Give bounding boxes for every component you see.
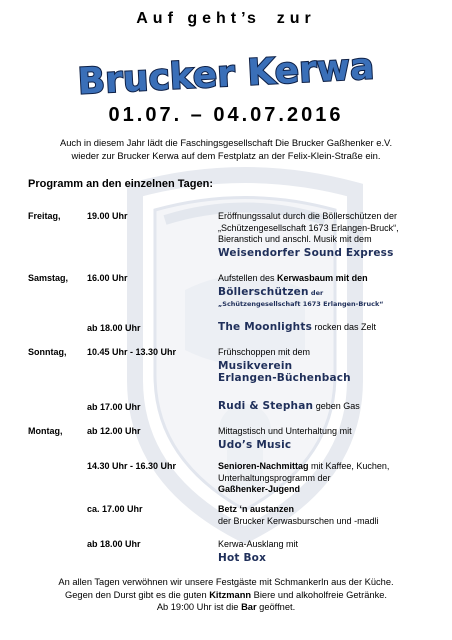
time-friday-1: 19.00 Uhr [87, 211, 128, 221]
event-dates: 01.07. – 04.07.2016 [108, 104, 344, 126]
day-saturday: Samstag, [28, 273, 69, 283]
time-monday-3: ca. 17.00 Uhr [87, 504, 143, 514]
program-heading: Programm an den einzelnen Tagen: [28, 178, 213, 190]
headline-top: Auf geht’s zur [136, 10, 316, 27]
event-friday-1: Eröffnungssalut durch die Böllerschützen der „Schützengesellschaft 1673 Erlangen-Bruck“, Bieranstich und anschl. Musik mit dem Weisendorfer Sound Express [218, 211, 399, 259]
day-monday: Montag, [28, 426, 63, 436]
event-sunday-2: Rudi & Stephan geben Gas [218, 400, 360, 412]
svg-text:Brucker Kerwa: Brucker Kerwa [76, 46, 376, 103]
intro-text: Auch in diesem Jahr lädt die Faschingsgesellschaft Die Brucker Gaßhenker e.V. wieder zur Brucker Kerwa auf dem Festplatz an der Felix-Klein-Straße ein. [59, 137, 393, 161]
event-title [66, 44, 386, 106]
event-monday-4: Kerwa-Ausklang mit Hot Box [218, 539, 299, 564]
event-sunday-1: Frühschoppen mit dem Musikverein Erlangen-Büchenbach [218, 347, 351, 384]
event-saturday-1: Aufstellen des Kerwasbaum mit den Böllerschützen der „Schützengesellschaft 1673 Erlangen-Bruck“ [218, 273, 384, 308]
time-saturday-1: 16.00 Uhr [87, 273, 128, 283]
event-saturday-2: The Moonlights rocken das Zelt [218, 321, 377, 333]
day-sunday: Sonntag, [28, 347, 67, 357]
time-monday-1: ab 12.00 Uhr [87, 426, 141, 436]
time-sunday-1: 10.45 Uhr - 13.30 Uhr [87, 347, 177, 357]
event-monday-3: Betz ‘n austanzen der Brucker Kerwasburschen und -madli [218, 504, 379, 526]
time-monday-4: ab 18.00 Uhr [87, 539, 141, 549]
time-sunday-2: ab 17.00 Uhr [87, 402, 141, 412]
time-saturday-2: ab 18.00 Uhr [87, 323, 141, 333]
day-friday: Freitag, [28, 211, 61, 221]
time-monday-2: 14.30 Uhr - 16.30 Uhr [87, 461, 177, 471]
event-monday-1: Mittagstisch und Unterhaltung mit Udo’s Music [218, 426, 352, 451]
footer-text: An allen Tagen verwöhnen wir unsere Festgäste mit Schmankerln aus der Küche. Gegen den Durst gibt es die guten Kitzmann Biere und alkoholfreie Getränke. Ab 19:00 Uhr ist die Bar geöffnet. [58, 577, 394, 612]
event-monday-2: Senioren-Nachmittag mit Kaffee, Kuchen, Unterhaltungsprogramm der Gaßhenker-Jugend [218, 461, 390, 494]
